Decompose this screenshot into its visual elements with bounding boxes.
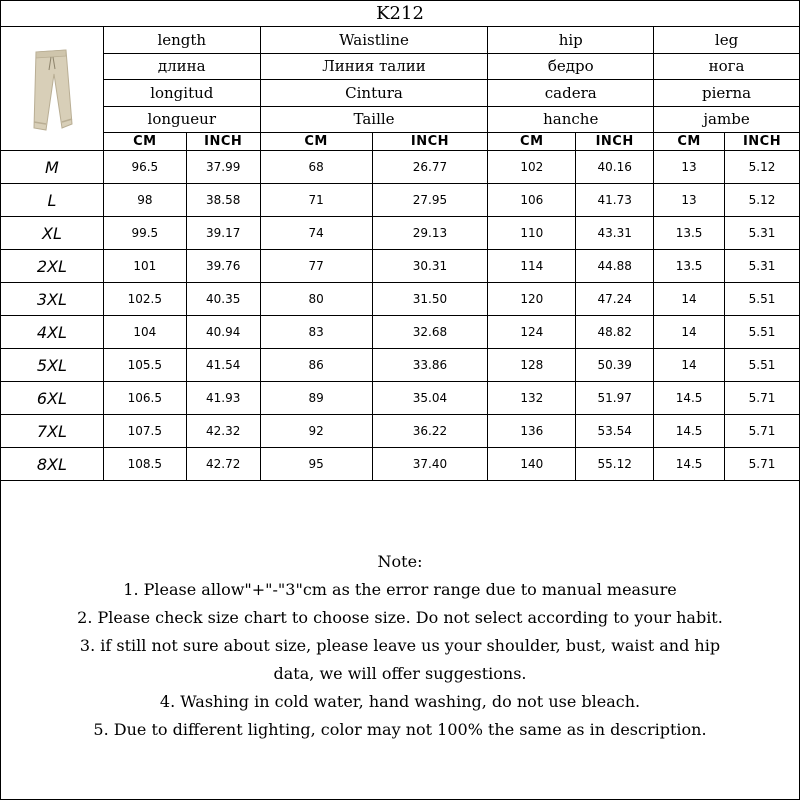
- measurement-cell: 26.77: [372, 151, 488, 184]
- unit-header: CM: [260, 133, 372, 151]
- measurement-cell: 92: [260, 415, 372, 448]
- measurement-cell: 96.5: [103, 151, 186, 184]
- measurement-cell: 101: [103, 250, 186, 283]
- measurement-cell: 107.5: [103, 415, 186, 448]
- unit-header: CM: [103, 133, 186, 151]
- size-label: M: [1, 151, 104, 184]
- measurement-cell: 5.51: [725, 283, 800, 316]
- measurement-cell: 42.72: [186, 448, 260, 481]
- size-chart-table: [0, 26, 800, 481]
- header-hip-ru: бедро: [488, 53, 654, 80]
- header-length-es: longitud: [103, 80, 260, 107]
- measurement-cell: 5.51: [725, 349, 800, 382]
- measurement-cell: 13.5: [654, 217, 725, 250]
- header-length-en: length: [103, 27, 260, 54]
- measurement-cell: 68: [260, 151, 372, 184]
- table-row: [1, 448, 800, 481]
- table-row: [1, 283, 800, 316]
- measurement-cell: 41.73: [576, 184, 654, 217]
- measurement-cell: 42.32: [186, 415, 260, 448]
- measurement-cell: 124: [488, 316, 576, 349]
- measurement-cell: 108.5: [103, 448, 186, 481]
- header-leg-fr: jambe: [654, 106, 800, 133]
- measurement-cell: 40.94: [186, 316, 260, 349]
- measurement-cell: 98: [103, 184, 186, 217]
- measurement-cell: 38.58: [186, 184, 260, 217]
- table-row: [1, 250, 800, 283]
- note-line: 3. if still not sure about size, please leave us your shoulder, bust, waist and hip: [79, 636, 721, 655]
- measurement-cell: 5.12: [725, 184, 800, 217]
- header-hip-en: hip: [488, 27, 654, 54]
- header-hip-fr: hanche: [488, 106, 654, 133]
- header-waist-fr: Taille: [260, 106, 488, 133]
- measurement-cell: 74: [260, 217, 372, 250]
- note-line: 5. Due to different lighting, color may not 100% the same as in description.: [93, 720, 707, 739]
- header-leg-ru: нога: [654, 53, 800, 80]
- note-line: 1. Please allow"+"-"3"cm as the error range due to manual measure: [123, 580, 677, 599]
- measurement-cell: 106: [488, 184, 576, 217]
- measurement-cell: 32.68: [372, 316, 488, 349]
- measurement-cell: 5.12: [725, 151, 800, 184]
- measurement-cell: 35.04: [372, 382, 488, 415]
- measurement-cell: 5.31: [725, 250, 800, 283]
- header-length-fr: longueur: [103, 106, 260, 133]
- measurement-cell: 47.24: [576, 283, 654, 316]
- measurement-cell: 86: [260, 349, 372, 382]
- measurement-cell: 27.95: [372, 184, 488, 217]
- measurement-cell: 95: [260, 448, 372, 481]
- measurement-cell: 71: [260, 184, 372, 217]
- measurement-cell: 102.5: [103, 283, 186, 316]
- header-waist-ru: Линия талии: [260, 53, 488, 80]
- measurement-cell: 44.88: [576, 250, 654, 283]
- measurement-cell: 99.5: [103, 217, 186, 250]
- unit-header: INCH: [725, 133, 800, 151]
- measurement-cell: 128: [488, 349, 576, 382]
- measurement-cell: 41.54: [186, 349, 260, 382]
- measurement-cell: 39.17: [186, 217, 260, 250]
- measurement-cell: 13: [654, 184, 725, 217]
- size-label: XL: [1, 217, 104, 250]
- header-waist-es: Cintura: [260, 80, 488, 107]
- unit-header: CM: [488, 133, 576, 151]
- notes-section: [0, 548, 800, 744]
- measurement-cell: 80: [260, 283, 372, 316]
- table-row: [1, 151, 800, 184]
- measurement-cell: 5.51: [725, 316, 800, 349]
- measurement-cell: 37.99: [186, 151, 260, 184]
- header-waist-en: Waistline: [260, 27, 488, 54]
- measurement-cell: 14: [654, 316, 725, 349]
- measurement-cell: 5.31: [725, 217, 800, 250]
- note-line: 2. Please check size chart to choose size. Do not select according to your habit.: [77, 608, 723, 627]
- size-label: 2XL: [1, 250, 104, 283]
- unit-header: INCH: [372, 133, 488, 151]
- measurement-cell: 43.31: [576, 217, 654, 250]
- measurement-cell: 89: [260, 382, 372, 415]
- measurement-cell: 110: [488, 217, 576, 250]
- measurement-cell: 83: [260, 316, 372, 349]
- size-label: 8XL: [1, 448, 104, 481]
- notes-heading: Note:: [377, 552, 423, 571]
- measurement-cell: 14.5: [654, 415, 725, 448]
- measurement-cell: 5.71: [725, 448, 800, 481]
- measurement-cell: 140: [488, 448, 576, 481]
- size-label: 6XL: [1, 382, 104, 415]
- measurement-cell: 53.54: [576, 415, 654, 448]
- measurement-cell: 33.86: [372, 349, 488, 382]
- measurement-cell: 77: [260, 250, 372, 283]
- table-row: [1, 316, 800, 349]
- measurement-cell: 40.35: [186, 283, 260, 316]
- measurement-cell: 14: [654, 349, 725, 382]
- size-label: 4XL: [1, 316, 104, 349]
- note-line: data, we will offer suggestions.: [273, 664, 527, 683]
- measurement-cell: 29.13: [372, 217, 488, 250]
- measurement-cell: 48.82: [576, 316, 654, 349]
- header-hip-es: cadera: [488, 80, 654, 107]
- table-row: [1, 184, 800, 217]
- measurement-cell: 102: [488, 151, 576, 184]
- unit-header: CM: [654, 133, 725, 151]
- measurement-cell: 5.71: [725, 415, 800, 448]
- measurement-cell: 36.22: [372, 415, 488, 448]
- table-row: [1, 349, 800, 382]
- table-row: [1, 415, 800, 448]
- measurement-cell: 50.39: [576, 349, 654, 382]
- pants-image: [22, 44, 82, 134]
- measurement-cell: 105.5: [103, 349, 186, 382]
- size-label: L: [1, 184, 104, 217]
- measurement-cell: 132: [488, 382, 576, 415]
- page-title: K212: [0, 0, 800, 27]
- measurement-cell: 51.97: [576, 382, 654, 415]
- measurement-cell: 106.5: [103, 382, 186, 415]
- garment-thumbnail: [1, 27, 104, 151]
- size-label: 7XL: [1, 415, 104, 448]
- measurement-cell: 41.93: [186, 382, 260, 415]
- header-leg-es: pierna: [654, 80, 800, 107]
- measurement-cell: 14: [654, 283, 725, 316]
- size-label: 5XL: [1, 349, 104, 382]
- measurement-cell: 37.40: [372, 448, 488, 481]
- measurement-cell: 14.5: [654, 448, 725, 481]
- measurement-cell: 14.5: [654, 382, 725, 415]
- measurement-cell: 13.5: [654, 250, 725, 283]
- measurement-cell: 31.50: [372, 283, 488, 316]
- measurement-cell: 40.16: [576, 151, 654, 184]
- size-label: 3XL: [1, 283, 104, 316]
- measurement-cell: 30.31: [372, 250, 488, 283]
- measurement-cell: 5.71: [725, 382, 800, 415]
- measurement-cell: 55.12: [576, 448, 654, 481]
- measurement-cell: 136: [488, 415, 576, 448]
- unit-header: INCH: [576, 133, 654, 151]
- measurement-cell: 13: [654, 151, 725, 184]
- table-row: [1, 217, 800, 250]
- measurement-cell: 120: [488, 283, 576, 316]
- unit-header: INCH: [186, 133, 260, 151]
- measurement-cell: 39.76: [186, 250, 260, 283]
- measurement-cell: 104: [103, 316, 186, 349]
- header-leg-en: leg: [654, 27, 800, 54]
- note-line: 4. Washing in cold water, hand washing, do not use bleach.: [159, 692, 641, 711]
- table-row: [1, 382, 800, 415]
- header-length-ru: длина: [103, 53, 260, 80]
- measurement-cell: 114: [488, 250, 576, 283]
